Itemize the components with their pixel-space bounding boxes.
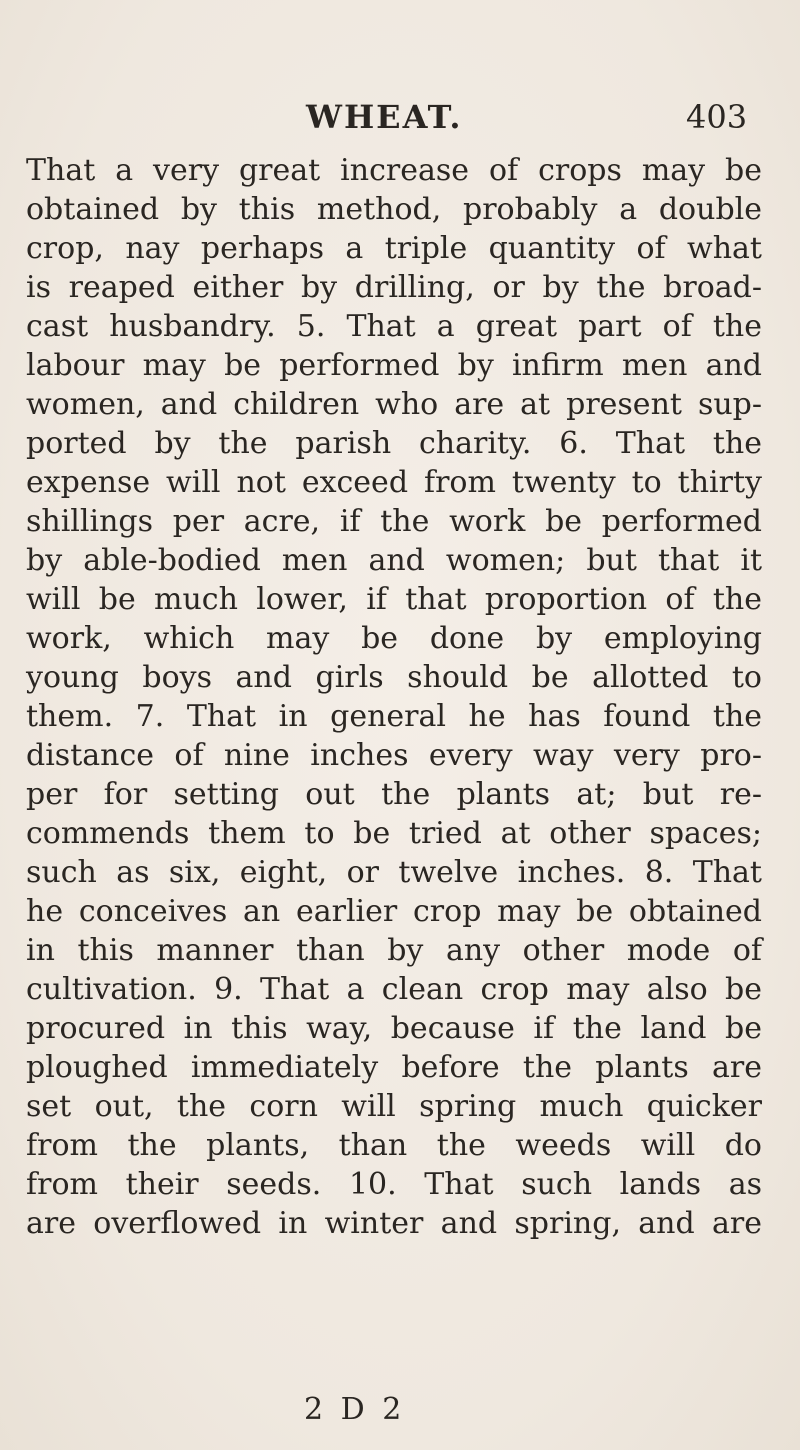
- page-number: 403: [686, 98, 748, 136]
- text-line: set out, the corn will spring much quicker: [26, 1089, 762, 1124]
- signature-mark: 2 D 2: [304, 1392, 406, 1427]
- text-line: That a very great increase of crops may be: [26, 153, 762, 188]
- text-line: per for setting out the plants at; but re-: [26, 777, 762, 812]
- text-line: ploughed immediately before the plants are: [26, 1050, 762, 1085]
- text-line: work, which may be done by employing: [26, 621, 762, 656]
- page-header: [0, 98, 800, 138]
- text-line: women, and children who are at present sup-: [26, 387, 762, 422]
- text-line: ported by the parish charity. 6. That the: [26, 426, 762, 461]
- text-line: procured in this way, because if the land be: [26, 1011, 762, 1046]
- text-line: cast husbandry. 5. That a great part of the: [26, 309, 762, 344]
- text-line: such as six, eight, or twelve inches. 8. That: [26, 855, 762, 890]
- text-line: in this manner than by any other mode of: [26, 933, 762, 968]
- text-line: expense will not exceed from twenty to thirty: [26, 465, 762, 500]
- text-line: cultivation. 9. That a clean crop may also be: [26, 972, 762, 1007]
- text-line: shillings per acre, if the work be performed: [26, 504, 762, 539]
- text-line: young boys and girls should be allotted to: [26, 660, 762, 695]
- text-line: are overflowed in winter and spring, and are: [26, 1206, 762, 1241]
- text-line: from their seeds. 10. That such lands as: [26, 1167, 762, 1202]
- text-line: he conceives an earlier crop may be obtained: [26, 894, 762, 929]
- text-line: obtained by this method, probably a double: [26, 192, 762, 227]
- running-title: WHEAT.: [306, 98, 463, 136]
- text-line: commends them to be tried at other spaces;: [26, 816, 762, 851]
- text-line: by able-bodied men and women; but that it: [26, 543, 762, 578]
- text-line: crop, nay perhaps a triple quantity of what: [26, 231, 762, 266]
- text-line: labour may be performed by infirm men and: [26, 348, 762, 383]
- text-line: will be much lower, if that proportion of the: [26, 582, 762, 617]
- text-line: distance of nine inches every way very pro-: [26, 738, 762, 773]
- text-line: is reaped either by drilling, or by the broad-: [26, 270, 762, 305]
- text-line: from the plants, than the weeds will do: [26, 1128, 762, 1163]
- text-line: them. 7. That in general he has found the: [26, 699, 762, 734]
